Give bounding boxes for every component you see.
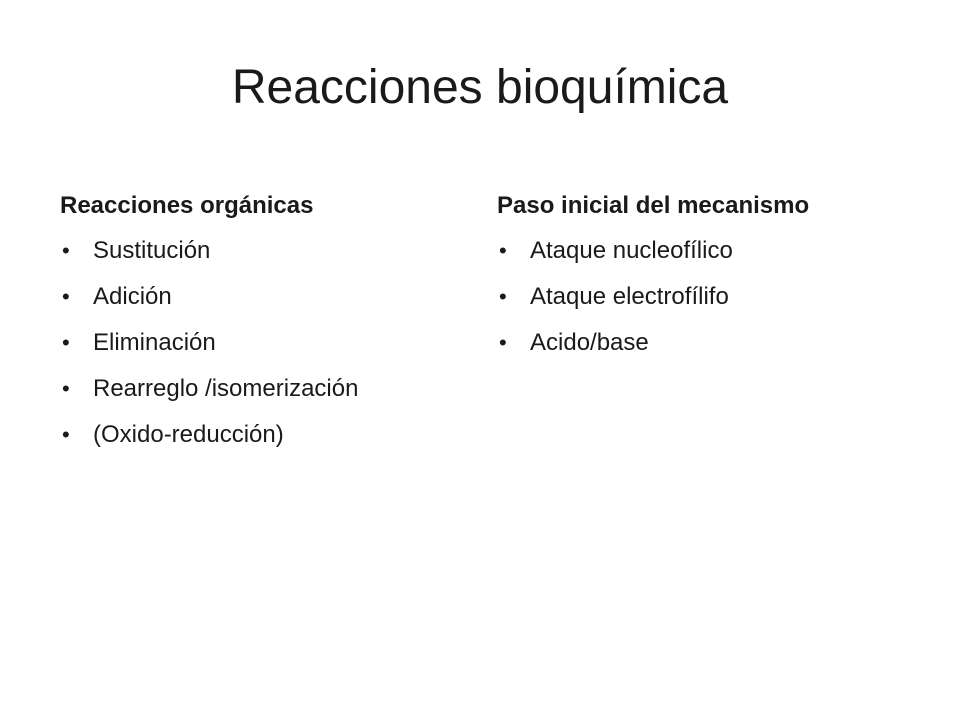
- bullet-icon: •: [499, 330, 507, 355]
- list-item: [60, 282, 470, 312]
- slide-title: Reacciones bioquímica: [231, 61, 729, 114]
- list-item: [497, 328, 907, 358]
- left-bullet-list: [60, 236, 470, 450]
- list-item: [60, 236, 470, 266]
- bullet-icon: •: [499, 284, 507, 309]
- right-bullet-list: [497, 236, 907, 358]
- bullet-icon: •: [62, 284, 70, 309]
- list-item: [497, 282, 907, 312]
- bullet-icon: •: [62, 238, 70, 263]
- list-item-text: Adición: [93, 283, 172, 310]
- bullet-icon: •: [62, 376, 70, 401]
- list-item-text: Eliminación: [93, 329, 216, 356]
- list-item-text: Sustitución: [93, 237, 211, 264]
- right-column: [497, 188, 907, 374]
- list-item-text: Ataque nucleofílico: [530, 237, 733, 264]
- list-item-text: Rearreglo /isomerización: [93, 375, 359, 402]
- list-item-text: (Oxido-reducción): [93, 421, 284, 448]
- left-column: [60, 188, 470, 466]
- left-column-heading: Reacciones orgánicas: [60, 192, 314, 219]
- bullet-icon: •: [499, 238, 507, 263]
- list-item: [60, 328, 470, 358]
- bullet-icon: •: [62, 422, 70, 447]
- list-item: [60, 420, 470, 450]
- right-column-heading: Paso inicial del mecanismo: [497, 192, 810, 219]
- list-item: [60, 374, 470, 404]
- list-item-text: Acido/base: [530, 329, 649, 356]
- list-item-text: Ataque electrofílifo: [530, 283, 729, 310]
- bullet-icon: •: [62, 330, 70, 355]
- list-item: [497, 236, 907, 266]
